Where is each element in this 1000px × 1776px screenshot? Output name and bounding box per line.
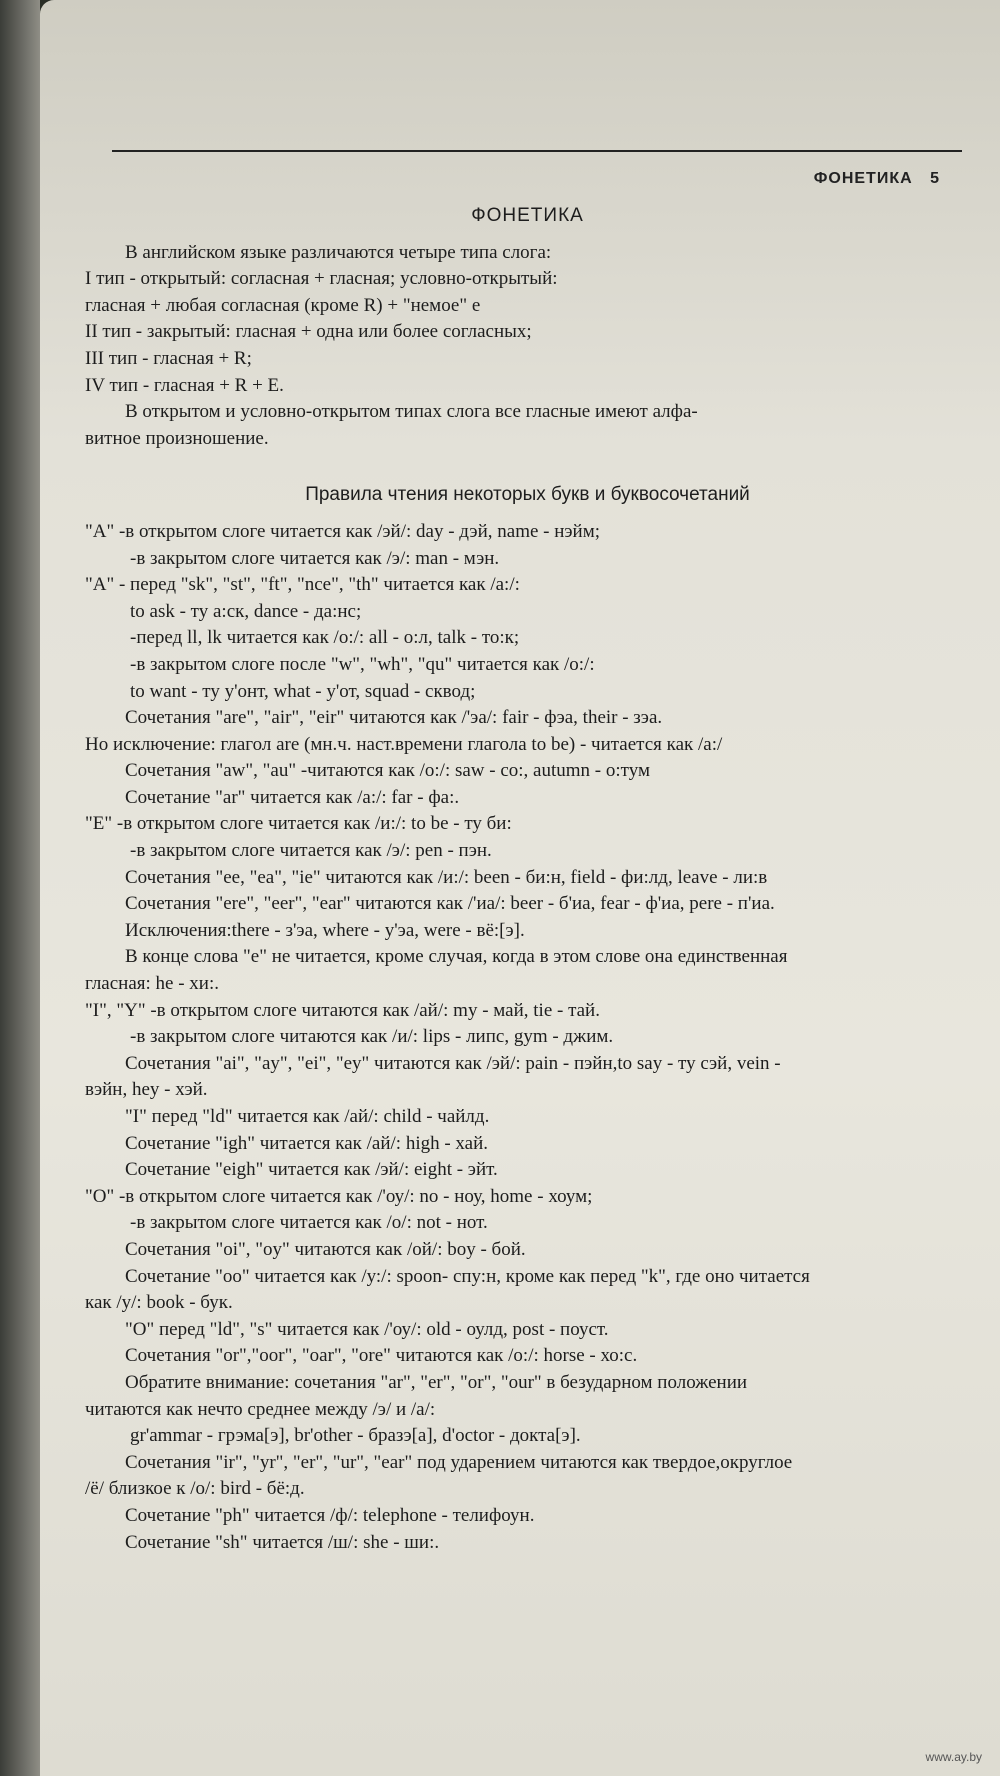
intro-line: IV тип - гласная + R + E.: [85, 374, 284, 396]
page-body: [85, 203, 970, 1556]
rule-line: "O" перед "ld", "s" читается как /'оу/: old - оулд, post - поуст.: [125, 1318, 609, 1340]
rule-line: Сочетания "are", "air", "eir" читаются как /'эа/: fair - фэа, their - зэа.: [125, 707, 663, 729]
rule-line: Сочетание "ph" читается /ф/: telephone - телифоун.: [125, 1504, 535, 1526]
intro-line: I тип - открытый: согласная + гласная; условно-открытый:: [85, 268, 558, 290]
rule-line: "E" -в открытом слоге читается как /и:/: to be - ту би:: [85, 813, 512, 835]
rule-line: Сочетания "ee, "ea", "ie" читаются как /и:/: been - би:н, field - фи:лд, leave - ли:в: [125, 866, 768, 888]
intro-line: В открытом и условно-открытом типах слога все гласные имеют алфа-: [125, 401, 698, 423]
rules-section: [85, 519, 970, 1556]
rule-line: Сочетания "ere", "eer", "ear" читаются как /'иа/: beer - б'иа, fear - ф'иа, pere - п'иа.: [125, 893, 775, 915]
rule-line: "I", "Y" -в открытом слоге читаются как /ай/: my - май, tie - тай.: [85, 999, 600, 1021]
rule-line: Сочетания "ir", "yr", "er", "ur", "ear" под ударением читаются как твердое,округлое: [125, 1451, 793, 1473]
rule-line: -перед ll, lk читается как /о:/: all - о:л, talk - то:к;: [130, 627, 520, 649]
rule-line: В конце слова "е" не читается, кроме случая, когда в этом слове она единственная: [125, 946, 788, 968]
page-spine-shadow: [0, 0, 40, 1776]
rule-line: "A" -в открытом слоге читается как /эй/: day - дэй, name - нэйм;: [85, 520, 601, 542]
running-header: [802, 170, 940, 188]
rule-line: Исключения:there - з'эа, where - у'эа, were - вё:[э].: [125, 919, 525, 941]
rule-line: Но исключение: глагол are (мн.ч. наст.времени глагола to be) - читается как /а:/: [85, 733, 723, 755]
rule-line: гласная: he - хи:.: [85, 973, 220, 995]
rule-line: Обратите внимание: сочетания "ar", "er", "or", "our" в безударном положении: [125, 1371, 748, 1393]
rule-line: Сочетание "ar" читается как /а:/: far - фа:.: [125, 786, 460, 808]
rule-line: to want - ту у'онт, what - у'от, squad - сквод;: [130, 680, 476, 702]
rule-line: как /у/: book - бук.: [85, 1292, 233, 1314]
intro-line: витное произношение.: [85, 427, 269, 449]
intro-section: [85, 240, 970, 453]
rule-line: Сочетание "oo" читается как /у:/: spoon- спу:н, кроме как перед "k", где оно читается: [125, 1265, 810, 1287]
header-rule: [112, 150, 962, 152]
rule-line: Сочетания "ai", "ay", "ei", "ey" читаются как /эй/: pain - пэйн,to say - ту сэй, vein -: [125, 1052, 781, 1074]
rule-line: -в закрытом слоге после "w", "wh", "qu" читается как /о:/:: [130, 653, 595, 675]
rule-line: -в закрытом слоге читаются как /и/: lips - липс, gym - джим.: [130, 1026, 614, 1048]
rule-line: -в закрытом слоге читается как /э/: man - мэн.: [130, 547, 500, 569]
section-subtitle: Правила чтения некоторых букв и буквосочетаний: [305, 484, 750, 506]
rule-line: gr'ammar - грэма[э], br'other - бразэ[а], d'octor - докта[э].: [130, 1425, 581, 1447]
rule-line: читаются как нечто среднее между /э/ и /а/:: [85, 1398, 436, 1420]
rule-line: Сочетания "aw", "au" -читаются как /о:/: saw - со:, autumn - о:тум: [125, 760, 650, 782]
rule-line: Сочетание "eigh" читается как /эй/: eight - эйт.: [125, 1159, 498, 1181]
rule-line: -в закрытом слоге читается как /о/: not - нот.: [130, 1212, 488, 1234]
running-title: ФОНЕТИКА: [813, 170, 913, 187]
intro-line: III тип - гласная + R;: [85, 347, 252, 369]
rule-line: "A" - перед "sk", "st", "ft", "nce", "th" читается как /а:/:: [85, 574, 520, 596]
rule-line: "O" -в открытом слоге читается как /'оу/: no - ноу, home - хоум;: [85, 1185, 593, 1207]
intro-line: II тип - закрытый: гласная + одна или более согласных;: [85, 321, 532, 343]
intro-line: гласная + любая согласная (кроме R) + "немое" е: [85, 294, 481, 316]
rule-line: to ask - ту а:ск, dance - да:нс;: [130, 600, 362, 622]
rule-line: Сочетание "igh" читается как /ай/: high - хай.: [125, 1132, 489, 1154]
rule-line: вэйн, hey - хэй.: [85, 1079, 208, 1101]
watermark: www.ay.by: [925, 1750, 982, 1764]
rule-line: -в закрытом слоге читается как /э/: pen - пэн.: [130, 840, 492, 862]
rule-line: /ё/ близкое к /о/: bird - бё:д.: [85, 1478, 305, 1500]
intro-line: В английском языке различаются четыре типа слога:: [125, 241, 552, 263]
rule-line: Сочетания "oi", "oy" читаются как /ой/: boy - бой.: [125, 1238, 526, 1260]
rule-line: Сочетания "or","oor", "oar", "ore" читаются как /о:/: horse - хо:с.: [125, 1345, 638, 1367]
page-title: ФОНЕТИКА: [471, 205, 584, 226]
rule-line: "I" перед "ld" читается как /ай/: child - чайлд.: [125, 1106, 490, 1127]
page-number: 5: [930, 170, 940, 187]
rule-line: Сочетание "sh" читается /ш/: she - ши:.: [125, 1531, 440, 1553]
